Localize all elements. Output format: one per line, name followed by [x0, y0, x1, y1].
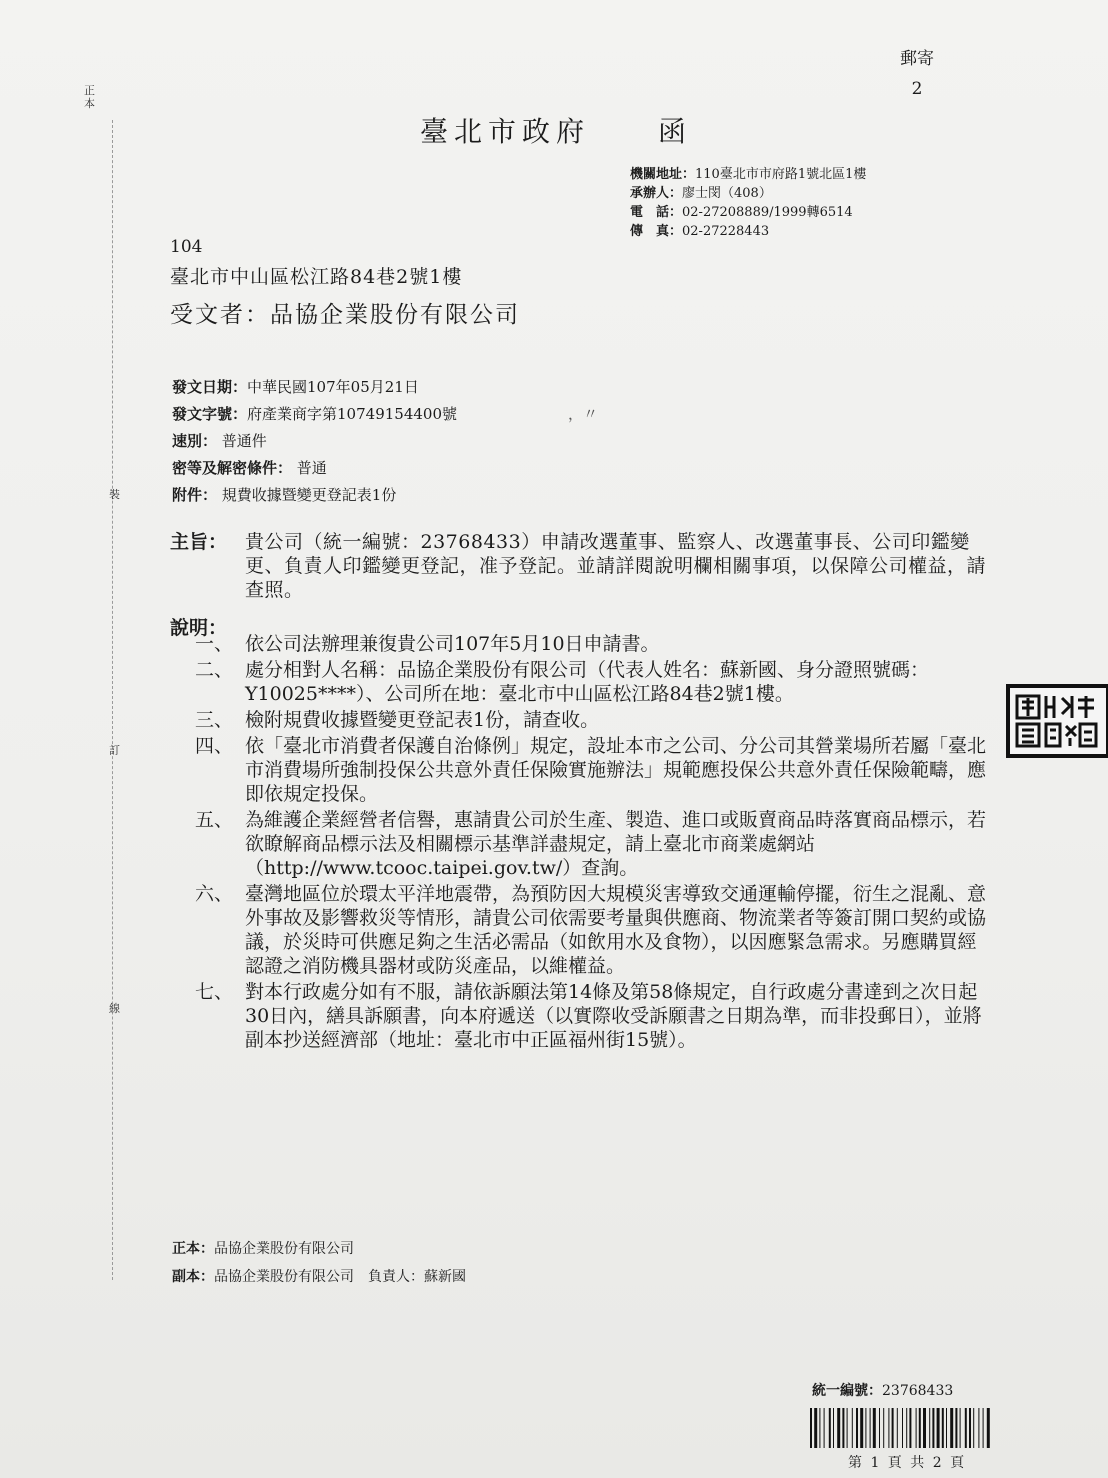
agency-info — [630, 165, 866, 241]
explanation-item — [195, 632, 995, 656]
postal-mark — [900, 44, 934, 104]
document-number: 府產業商字第10749154400號 — [247, 405, 457, 423]
barcode-bar — [892, 1408, 894, 1448]
explanation-item — [195, 980, 995, 1052]
original-copy-label: 正本： — [172, 1241, 214, 1257]
agency-address-label: 機關地址： — [630, 167, 696, 182]
barcode-bar — [960, 1408, 961, 1448]
barcode-bar — [965, 1408, 967, 1448]
barcode-bar — [932, 1408, 934, 1448]
handler-label: 承辦人： — [630, 186, 683, 201]
item-text: 檢附規費收據暨變更登記表1份，請查收。 — [245, 709, 600, 731]
document-meta — [172, 374, 457, 509]
explanation-item — [195, 658, 995, 706]
barcode-bar — [810, 1408, 812, 1448]
recipient-label: 受文者： — [170, 302, 270, 328]
item-number: 四、 — [195, 735, 234, 757]
subject-text: 貴公司（統一編號：23768433）申請改選董事、監察人、改選董事長、公司印鑑變更、負責人印鑑變更登記，准予登記。並請詳閱說明欄相關事項，以保障公司權益，請查照。 — [245, 531, 987, 601]
barcode-bar — [865, 1408, 866, 1448]
barcode-bar — [906, 1408, 907, 1448]
secret-label: 密等及解密條件： — [172, 459, 293, 477]
agency-address: 110臺北市市府路1號北區1樓 — [695, 167, 867, 182]
barcode-bar — [879, 1408, 880, 1448]
barcode — [810, 1408, 1086, 1448]
unified-number-value: 23768433 — [882, 1383, 954, 1399]
explanation-item — [195, 708, 995, 732]
barcode-bar — [842, 1408, 844, 1448]
recipient-zip: 104 — [170, 237, 203, 257]
binding-line — [112, 120, 113, 1280]
bind-char-1: 裝 — [109, 488, 120, 501]
barcode-bar — [870, 1408, 871, 1448]
barcode-bar — [929, 1408, 930, 1448]
item-text: 對本行政處分如有不服，請依訴願法第14條及第58條規定，自行政處分書達到之次日起30日內，繕具訴願書，向本府遞送（以實際收受訴願書之日期為準，而非投郵日），並將副本抄送經濟部（地址：臺北市中正區福州街15號）。 — [245, 981, 982, 1051]
item-text: 依公司法辦理兼復貴公司107年5月10日申請書。 — [245, 633, 660, 655]
barcode-bar — [919, 1408, 921, 1448]
barcode-bar — [916, 1408, 917, 1448]
explanation-label: 說明： — [170, 617, 228, 639]
explanation-item — [195, 882, 995, 978]
phone-label: 電 話： — [630, 205, 683, 220]
subject-label: 主旨： — [170, 531, 228, 553]
barcode-bar — [955, 1408, 957, 1448]
barcode-bar — [856, 1408, 858, 1448]
barcode-bar — [873, 1408, 876, 1448]
bind-char-3: 線 — [109, 1002, 120, 1015]
postal-number: 2 — [911, 79, 923, 99]
carbon-copy-label: 副本： — [172, 1269, 214, 1285]
unified-number — [812, 1380, 953, 1400]
barcode-bar — [833, 1408, 834, 1448]
attachment-label: 附件： — [172, 486, 218, 504]
explanation-item — [195, 734, 995, 806]
barcode-bar — [946, 1408, 947, 1448]
recipient-name: 品協企業股份有限公司 — [270, 302, 520, 328]
barcode-bar — [942, 1408, 944, 1448]
barcode-bar — [852, 1408, 853, 1448]
barcode-bar — [950, 1408, 953, 1448]
date-label: 發文日期： — [172, 378, 248, 396]
secret-value: 普通 — [296, 459, 327, 477]
barcode-bar — [973, 1408, 974, 1448]
item-text: 依「臺北市消費者保護自治條例」規定，設址本市之公司、分公司其營業場所若屬「臺北市消費場所強制投保公共意外責任保險實施辦法」規範應投保公共意外責任保險範疇，應即依規定投保。 — [245, 735, 987, 805]
subject-section — [170, 530, 990, 602]
item-text: 為維護企業經營者信譽，惠請貴公司於生產、製造、進口或販賣商品時落實商品標示，若欲瞭解商品標示法及相關標示基準詳盡規定，請上臺北市商業處網站（http://www.tcooc.taipei.gov.tw/）查詢。 — [245, 809, 987, 879]
issue-date: 中華民國107年05月21日 — [247, 378, 419, 396]
document-title: 臺北市政府 函 — [420, 115, 693, 148]
item-number: 五、 — [195, 809, 234, 831]
barcode-bar — [837, 1408, 840, 1448]
recipient-address: 臺北市中山區松江路84巷2號1樓 — [170, 266, 463, 288]
item-number: 三、 — [195, 709, 234, 731]
bind-char-2: 訂 — [109, 744, 120, 757]
barcode-bar — [847, 1408, 848, 1448]
barcode-bar — [969, 1408, 971, 1448]
attachment-value: 規費收據暨變更登記表1份 — [221, 486, 397, 504]
fax-number: 02-27228443 — [682, 224, 770, 239]
item-number: 一、 — [195, 633, 234, 655]
speed-value: 普通件 — [221, 432, 267, 450]
speed-label: 速別： — [172, 432, 218, 450]
barcode-bar — [902, 1408, 903, 1448]
original-mark: 正本 — [84, 84, 95, 110]
phone-number: 02-27208889/1999轉6514 — [682, 205, 853, 220]
barcode-bar — [860, 1408, 863, 1448]
official-seal-stamp — [1006, 684, 1108, 758]
handler-name: 廖士閔（408） — [682, 186, 772, 201]
page-count: 第 1 頁 共 2 頁 — [848, 1455, 967, 1471]
item-text: 處分相對人名稱：品協企業股份有限公司（代表人姓名：蘇新國、身分證照號碼：Y10025****）、公司所在地：臺北市中山區松江路84巷2號1樓。 — [245, 659, 930, 705]
explanation-list — [195, 632, 995, 1054]
item-text: 臺灣地區位於環太平洋地震帶，為預防因大規模災害導致交通運輸停擺，衍生之混亂、意外事故及影響救災等情形，請貴公司依需要考量與供應商、物流業者等簽訂開口契約或協議，於災時可供應足夠之生活必需品（如飲用水及食物），以因應緊急需求。另應購買經認證之消防機具器材或防災產品，以維權益。 — [245, 883, 987, 977]
barcode-bar — [983, 1408, 984, 1448]
barcode-bar — [829, 1408, 831, 1448]
barcode-bar — [819, 1408, 820, 1448]
barcode-bar — [978, 1408, 979, 1448]
copies-section — [172, 1235, 466, 1291]
carbon-copy-recipient: 品協企業股份有限公司 負責人：蘇新國 — [214, 1269, 466, 1285]
barcode-bar — [987, 1408, 990, 1448]
item-number: 二、 — [195, 659, 234, 681]
postal-label: 郵寄 — [900, 49, 934, 69]
barcode-bar — [814, 1408, 817, 1448]
item-number: 六、 — [195, 883, 234, 905]
unified-number-label: 統一編號： — [812, 1383, 882, 1399]
docno-handwritten-mark: ，〃 — [568, 405, 599, 423]
barcode-bar — [897, 1408, 898, 1448]
recipient-line — [170, 296, 520, 329]
barcode-bar — [888, 1408, 889, 1448]
seal-glyph-pattern — [1014, 692, 1102, 750]
explanation-item — [195, 808, 995, 880]
fax-label: 傳 真： — [630, 224, 683, 239]
barcode-bar — [883, 1408, 884, 1448]
barcode-bar — [909, 1408, 911, 1448]
barcode-bar — [937, 1408, 940, 1448]
docno-label: 發文字號： — [172, 405, 248, 423]
original-copy-recipient: 品協企業股份有限公司 — [214, 1241, 354, 1257]
barcode-bar — [824, 1408, 825, 1448]
item-number: 七、 — [195, 981, 234, 1003]
barcode-bar — [923, 1408, 926, 1448]
